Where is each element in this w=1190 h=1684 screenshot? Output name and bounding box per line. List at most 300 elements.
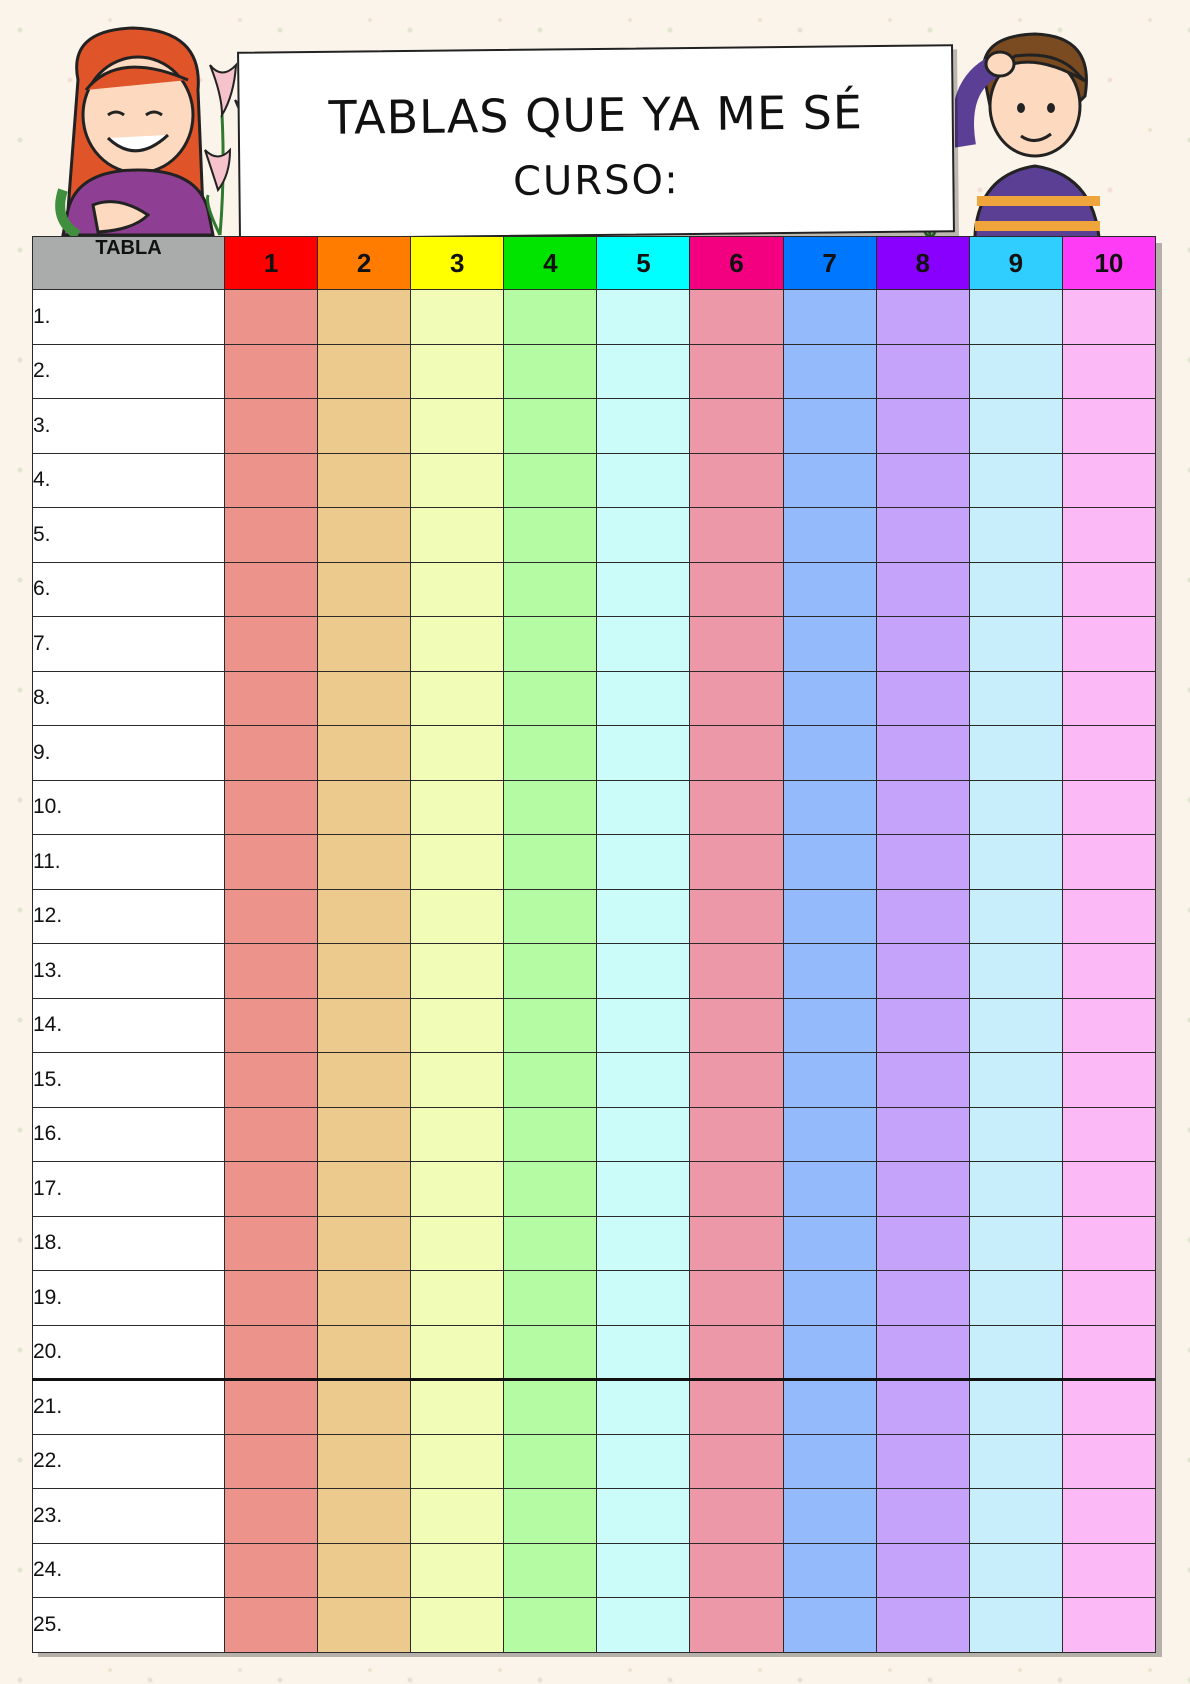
column-header-1: 1 xyxy=(225,237,318,290)
checkbox-cell[interactable] xyxy=(411,1053,504,1108)
checkbox-cell[interactable] xyxy=(969,1216,1062,1271)
checkbox-cell[interactable] xyxy=(411,562,504,617)
checkbox-cell[interactable] xyxy=(1062,1543,1155,1598)
table-row xyxy=(33,780,1156,835)
checkbox-cell[interactable] xyxy=(876,1216,969,1271)
checkbox-cell[interactable] xyxy=(411,1271,504,1326)
checkbox-cell[interactable] xyxy=(225,1271,318,1326)
checkbox-cell[interactable] xyxy=(690,1380,783,1435)
checkbox-cell[interactable] xyxy=(411,1434,504,1489)
checkbox-cell[interactable] xyxy=(318,1107,411,1162)
checkbox-cell[interactable] xyxy=(318,835,411,890)
checkbox-cell[interactable] xyxy=(318,1162,411,1217)
checkbox-cell[interactable] xyxy=(969,453,1062,508)
checkbox-cell[interactable] xyxy=(318,889,411,944)
page-title: TABLAS QUE YA ME SÉ xyxy=(328,85,864,145)
checkbox-cell[interactable] xyxy=(969,508,1062,563)
checkbox-cell[interactable] xyxy=(690,780,783,835)
checkbox-cell[interactable] xyxy=(783,1489,876,1544)
checkbox-cell[interactable] xyxy=(876,290,969,345)
checkbox-cell[interactable] xyxy=(504,1216,597,1271)
checkbox-cell[interactable] xyxy=(411,835,504,890)
checkbox-cell[interactable] xyxy=(225,671,318,726)
checkbox-cell[interactable] xyxy=(411,780,504,835)
checkbox-cell[interactable] xyxy=(876,399,969,454)
checkbox-cell[interactable] xyxy=(783,453,876,508)
checkbox-cell[interactable] xyxy=(411,1325,504,1380)
checkbox-cell[interactable] xyxy=(504,835,597,890)
checkbox-cell[interactable] xyxy=(225,726,318,781)
checkbox-cell[interactable] xyxy=(597,1543,690,1598)
row-label[interactable]: 10. xyxy=(33,780,225,835)
checkbox-cell[interactable] xyxy=(1062,1325,1155,1380)
checkbox-cell[interactable] xyxy=(411,399,504,454)
checkbox-cell[interactable] xyxy=(318,726,411,781)
checkbox-cell[interactable] xyxy=(225,1598,318,1653)
checkbox-cell[interactable] xyxy=(318,1598,411,1653)
checkbox-cell[interactable] xyxy=(876,1434,969,1489)
checkbox-cell[interactable] xyxy=(504,998,597,1053)
checkbox-cell[interactable] xyxy=(504,290,597,345)
checkbox-cell[interactable] xyxy=(783,1053,876,1108)
checkbox-cell[interactable] xyxy=(1062,1598,1155,1653)
checkbox-cell[interactable] xyxy=(690,1489,783,1544)
checkbox-cell[interactable] xyxy=(783,1434,876,1489)
checkbox-cell[interactable] xyxy=(690,944,783,999)
checkbox-cell[interactable] xyxy=(969,780,1062,835)
checkbox-cell[interactable] xyxy=(1062,617,1155,672)
table-row xyxy=(33,1162,1156,1217)
checkbox-cell[interactable] xyxy=(597,726,690,781)
checkbox-cell[interactable] xyxy=(690,344,783,399)
checkbox-cell[interactable] xyxy=(876,617,969,672)
column-header-10: 10 xyxy=(1062,237,1155,290)
checkbox-cell[interactable] xyxy=(690,617,783,672)
checkbox-cell[interactable] xyxy=(225,780,318,835)
checkbox-cell[interactable] xyxy=(225,399,318,454)
checkbox-cell[interactable] xyxy=(504,1598,597,1653)
checkbox-cell[interactable] xyxy=(504,1162,597,1217)
checkbox-cell[interactable] xyxy=(690,1053,783,1108)
checkbox-cell[interactable] xyxy=(597,562,690,617)
checkbox-cell[interactable] xyxy=(969,671,1062,726)
boy-illustration xyxy=(955,26,1105,256)
checkbox-cell[interactable] xyxy=(225,1434,318,1489)
checkbox-cell[interactable] xyxy=(504,1489,597,1544)
checkbox-cell[interactable] xyxy=(783,1162,876,1217)
table-row xyxy=(33,1543,1156,1598)
table-row xyxy=(33,508,1156,563)
checkbox-cell[interactable] xyxy=(318,344,411,399)
checkbox-cell[interactable] xyxy=(318,617,411,672)
checkbox-cell[interactable] xyxy=(876,1543,969,1598)
row-label[interactable]: 24. xyxy=(33,1543,225,1598)
checkbox-cell[interactable] xyxy=(411,453,504,508)
checkbox-cell[interactable] xyxy=(597,1271,690,1326)
checkbox-cell[interactable] xyxy=(225,944,318,999)
checkbox-cell[interactable] xyxy=(504,889,597,944)
checkbox-cell[interactable] xyxy=(783,726,876,781)
checkbox-cell[interactable] xyxy=(969,726,1062,781)
checkbox-cell[interactable] xyxy=(1062,508,1155,563)
checkbox-cell[interactable] xyxy=(969,1107,1062,1162)
checkbox-cell[interactable] xyxy=(783,998,876,1053)
checkbox-cell[interactable] xyxy=(1062,726,1155,781)
checkbox-cell[interactable] xyxy=(876,1162,969,1217)
checkbox-cell[interactable] xyxy=(876,944,969,999)
checkbox-cell[interactable] xyxy=(969,998,1062,1053)
checkbox-cell[interactable] xyxy=(318,1216,411,1271)
checkbox-cell[interactable] xyxy=(1062,1489,1155,1544)
checkbox-cell[interactable] xyxy=(876,1107,969,1162)
checkbox-cell[interactable] xyxy=(876,1325,969,1380)
checkbox-cell[interactable] xyxy=(1062,399,1155,454)
checkbox-cell[interactable] xyxy=(783,290,876,345)
checkbox-cell[interactable] xyxy=(597,399,690,454)
checkbox-cell[interactable] xyxy=(504,399,597,454)
checkbox-cell[interactable] xyxy=(318,944,411,999)
checkbox-cell[interactable] xyxy=(876,508,969,563)
checkbox-cell[interactable] xyxy=(411,344,504,399)
checkbox-cell[interactable] xyxy=(597,1325,690,1380)
checkbox-cell[interactable] xyxy=(969,1598,1062,1653)
checkbox-cell[interactable] xyxy=(969,1053,1062,1108)
grid-body xyxy=(33,290,1156,1653)
checkbox-cell[interactable] xyxy=(318,1271,411,1326)
checkbox-cell[interactable] xyxy=(969,399,1062,454)
checkbox-cell[interactable] xyxy=(690,726,783,781)
checkbox-cell[interactable] xyxy=(1062,1271,1155,1326)
checkbox-cell[interactable] xyxy=(969,1543,1062,1598)
row-label[interactable]: 11. xyxy=(33,835,225,890)
checkbox-cell[interactable] xyxy=(318,508,411,563)
checkbox-cell[interactable] xyxy=(411,1216,504,1271)
table-row xyxy=(33,617,1156,672)
checkbox-cell[interactable] xyxy=(783,399,876,454)
checkbox-cell[interactable] xyxy=(876,562,969,617)
checkbox-cell[interactable] xyxy=(876,1271,969,1326)
checkbox-cell[interactable] xyxy=(876,1380,969,1435)
checkbox-cell[interactable] xyxy=(690,399,783,454)
checkbox-cell[interactable] xyxy=(597,344,690,399)
checkbox-cell[interactable] xyxy=(411,1543,504,1598)
checkbox-cell[interactable] xyxy=(225,562,318,617)
table-row xyxy=(33,998,1156,1053)
checkbox-cell[interactable] xyxy=(969,835,1062,890)
checkbox-cell[interactable] xyxy=(597,1162,690,1217)
checkbox-cell[interactable] xyxy=(690,1216,783,1271)
checkbox-cell[interactable] xyxy=(504,1380,597,1435)
row-label[interactable]: 8. xyxy=(33,671,225,726)
checkbox-cell[interactable] xyxy=(969,290,1062,345)
checkbox-cell[interactable] xyxy=(225,1543,318,1598)
checkbox-cell[interactable] xyxy=(504,508,597,563)
checkbox-cell[interactable] xyxy=(876,780,969,835)
checkbox-cell[interactable] xyxy=(969,562,1062,617)
checkbox-cell[interactable] xyxy=(1062,1162,1155,1217)
checkbox-cell[interactable] xyxy=(411,726,504,781)
row-label[interactable]: 4. xyxy=(33,453,225,508)
checkbox-cell[interactable] xyxy=(597,1380,690,1435)
checkbox-cell[interactable] xyxy=(1062,344,1155,399)
row-label[interactable]: 19. xyxy=(33,1271,225,1326)
checkbox-cell[interactable] xyxy=(969,1489,1062,1544)
checkbox-cell[interactable] xyxy=(1062,1107,1155,1162)
checkbox-cell[interactable] xyxy=(690,835,783,890)
checkbox-cell[interactable] xyxy=(969,1325,1062,1380)
checkbox-cell[interactable] xyxy=(411,508,504,563)
row-label[interactable]: 9. xyxy=(33,726,225,781)
checkbox-cell[interactable] xyxy=(783,1380,876,1435)
checkbox-cell[interactable] xyxy=(690,671,783,726)
checkbox-cell[interactable] xyxy=(597,944,690,999)
checkbox-cell[interactable] xyxy=(876,835,969,890)
checkbox-cell[interactable] xyxy=(690,1107,783,1162)
checkbox-cell[interactable] xyxy=(318,998,411,1053)
checkbox-cell[interactable] xyxy=(597,290,690,345)
table-row xyxy=(33,1380,1156,1435)
checkbox-cell[interactable] xyxy=(690,453,783,508)
checkbox-cell[interactable] xyxy=(318,1489,411,1544)
checkbox-cell[interactable] xyxy=(504,1543,597,1598)
checkbox-cell[interactable] xyxy=(597,508,690,563)
checkbox-cell[interactable] xyxy=(969,1271,1062,1326)
checkbox-cell[interactable] xyxy=(225,508,318,563)
checkbox-cell[interactable] xyxy=(1062,944,1155,999)
checkbox-cell[interactable] xyxy=(225,835,318,890)
column-header-9: 9 xyxy=(969,237,1062,290)
checkbox-cell[interactable] xyxy=(690,1543,783,1598)
checkbox-cell[interactable] xyxy=(876,1053,969,1108)
checkbox-cell[interactable] xyxy=(876,1598,969,1653)
table-row xyxy=(33,726,1156,781)
course-label: CURSO: xyxy=(512,157,680,205)
checkbox-cell[interactable] xyxy=(225,617,318,672)
checkbox-cell[interactable] xyxy=(504,453,597,508)
checkbox-cell[interactable] xyxy=(504,1107,597,1162)
checkbox-cell[interactable] xyxy=(1062,889,1155,944)
checkbox-cell[interactable] xyxy=(225,1325,318,1380)
checkbox-cell[interactable] xyxy=(876,889,969,944)
checkbox-cell[interactable] xyxy=(597,780,690,835)
checkbox-cell[interactable] xyxy=(597,671,690,726)
table-row xyxy=(33,290,1156,345)
checkbox-cell[interactable] xyxy=(411,1107,504,1162)
checkbox-cell[interactable] xyxy=(318,562,411,617)
row-label[interactable]: 23. xyxy=(33,1489,225,1544)
checkbox-cell[interactable] xyxy=(318,671,411,726)
row-label[interactable]: 1. xyxy=(33,290,225,345)
checkbox-cell[interactable] xyxy=(411,1598,504,1653)
checkbox-cell[interactable] xyxy=(690,508,783,563)
row-label[interactable]: 5. xyxy=(33,508,225,563)
checkbox-cell[interactable] xyxy=(504,1325,597,1380)
checkbox-cell[interactable] xyxy=(1062,562,1155,617)
checkbox-cell[interactable] xyxy=(318,453,411,508)
checkbox-cell[interactable] xyxy=(597,1598,690,1653)
checkbox-cell[interactable] xyxy=(969,944,1062,999)
checkbox-cell[interactable] xyxy=(504,617,597,672)
checkbox-cell[interactable] xyxy=(690,562,783,617)
checkbox-cell[interactable] xyxy=(318,1543,411,1598)
checkbox-cell[interactable] xyxy=(690,290,783,345)
checkbox-cell[interactable] xyxy=(876,671,969,726)
checkbox-cell[interactable] xyxy=(783,889,876,944)
checkbox-cell[interactable] xyxy=(225,344,318,399)
checkbox-cell[interactable] xyxy=(597,889,690,944)
checkbox-cell[interactable] xyxy=(504,780,597,835)
row-label[interactable]: 16. xyxy=(33,1107,225,1162)
checkbox-cell[interactable] xyxy=(597,1489,690,1544)
checkbox-cell[interactable] xyxy=(597,835,690,890)
checkbox-cell[interactable] xyxy=(318,1434,411,1489)
checkbox-cell[interactable] xyxy=(876,453,969,508)
checkbox-cell[interactable] xyxy=(225,1216,318,1271)
checkbox-cell[interactable] xyxy=(597,617,690,672)
checkbox-cell[interactable] xyxy=(969,1434,1062,1489)
row-label[interactable]: 13. xyxy=(33,944,225,999)
checkbox-cell[interactable] xyxy=(783,835,876,890)
checkbox-cell[interactable] xyxy=(225,1107,318,1162)
row-label[interactable]: 3. xyxy=(33,399,225,454)
row-label[interactable]: 20. xyxy=(33,1325,225,1380)
checkbox-cell[interactable] xyxy=(504,1053,597,1108)
checkbox-cell[interactable] xyxy=(1062,780,1155,835)
checkbox-cell[interactable] xyxy=(597,1053,690,1108)
checkbox-cell[interactable] xyxy=(225,1053,318,1108)
row-label[interactable]: 18. xyxy=(33,1216,225,1271)
checkbox-cell[interactable] xyxy=(783,617,876,672)
row-label[interactable]: 17. xyxy=(33,1162,225,1217)
checkbox-cell[interactable] xyxy=(225,1489,318,1544)
checkbox-cell[interactable] xyxy=(969,889,1062,944)
row-label[interactable]: 15. xyxy=(33,1053,225,1108)
checkbox-cell[interactable] xyxy=(1062,1216,1155,1271)
checkbox-cell[interactable] xyxy=(876,1489,969,1544)
table-row xyxy=(33,399,1156,454)
checkbox-cell[interactable] xyxy=(318,290,411,345)
checkbox-cell[interactable] xyxy=(690,889,783,944)
checkbox-cell[interactable] xyxy=(690,1598,783,1653)
checkbox-cell[interactable] xyxy=(876,998,969,1053)
checkbox-cell[interactable] xyxy=(969,617,1062,672)
checkbox-cell[interactable] xyxy=(1062,290,1155,345)
checkbox-cell[interactable] xyxy=(504,671,597,726)
checkbox-cell[interactable] xyxy=(783,671,876,726)
row-label[interactable]: 2. xyxy=(33,344,225,399)
checkbox-cell[interactable] xyxy=(411,944,504,999)
table-row xyxy=(33,1598,1156,1653)
checkbox-cell[interactable] xyxy=(318,1053,411,1108)
row-label[interactable]: 7. xyxy=(33,617,225,672)
row-label[interactable]: 22. xyxy=(33,1434,225,1489)
checkbox-cell[interactable] xyxy=(504,726,597,781)
checkbox-cell[interactable] xyxy=(1062,998,1155,1053)
row-label[interactable]: 6. xyxy=(33,562,225,617)
checkbox-cell[interactable] xyxy=(690,1325,783,1380)
checkbox-cell[interactable] xyxy=(969,1380,1062,1435)
row-label[interactable]: 12. xyxy=(33,889,225,944)
checkbox-cell[interactable] xyxy=(225,998,318,1053)
checkbox-cell[interactable] xyxy=(1062,1053,1155,1108)
checkbox-cell[interactable] xyxy=(783,1107,876,1162)
checkbox-cell[interactable] xyxy=(597,1107,690,1162)
checkbox-cell[interactable] xyxy=(225,1162,318,1217)
checkbox-cell[interactable] xyxy=(690,1271,783,1326)
checkbox-cell[interactable] xyxy=(318,399,411,454)
row-label[interactable]: 14. xyxy=(33,998,225,1053)
checkbox-cell[interactable] xyxy=(783,344,876,399)
table-row xyxy=(33,453,1156,508)
row-label[interactable]: 25. xyxy=(33,1598,225,1653)
checkbox-cell[interactable] xyxy=(411,889,504,944)
checkbox-cell[interactable] xyxy=(225,453,318,508)
checkbox-cell[interactable] xyxy=(690,1434,783,1489)
checkbox-cell[interactable] xyxy=(783,562,876,617)
checkbox-cell[interactable] xyxy=(1062,453,1155,508)
table-row xyxy=(33,1489,1156,1544)
checkbox-cell[interactable] xyxy=(411,290,504,345)
checkbox-cell[interactable] xyxy=(1062,671,1155,726)
checkbox-cell[interactable] xyxy=(876,726,969,781)
checkbox-cell[interactable] xyxy=(318,780,411,835)
checkbox-cell[interactable] xyxy=(318,1325,411,1380)
checkbox-cell[interactable] xyxy=(783,508,876,563)
checkbox-cell[interactable] xyxy=(597,1434,690,1489)
checkbox-cell[interactable] xyxy=(411,671,504,726)
checkbox-cell[interactable] xyxy=(504,1434,597,1489)
checkbox-cell[interactable] xyxy=(504,1271,597,1326)
checkbox-cell[interactable] xyxy=(597,453,690,508)
table-row xyxy=(33,562,1156,617)
checkbox-cell[interactable] xyxy=(504,562,597,617)
checkbox-cell[interactable] xyxy=(411,1489,504,1544)
checkbox-cell[interactable] xyxy=(225,290,318,345)
table-row xyxy=(33,1271,1156,1326)
checkbox-cell[interactable] xyxy=(783,944,876,999)
checkbox-cell[interactable] xyxy=(690,1162,783,1217)
checkbox-cell[interactable] xyxy=(1062,1380,1155,1435)
checkbox-cell[interactable] xyxy=(225,889,318,944)
checkbox-cell[interactable] xyxy=(783,1216,876,1271)
checkbox-cell[interactable] xyxy=(597,998,690,1053)
row-label[interactable]: 21. xyxy=(33,1380,225,1435)
checkbox-cell[interactable] xyxy=(411,617,504,672)
tabla-header: TABLA xyxy=(33,237,225,290)
checkbox-cell[interactable] xyxy=(969,344,1062,399)
checkbox-cell[interactable] xyxy=(783,1598,876,1653)
checkbox-cell[interactable] xyxy=(597,1216,690,1271)
table-row xyxy=(33,835,1156,890)
checkbox-cell[interactable] xyxy=(504,944,597,999)
checkbox-cell[interactable] xyxy=(225,1380,318,1435)
checkbox-cell[interactable] xyxy=(690,998,783,1053)
checkbox-cell[interactable] xyxy=(1062,1434,1155,1489)
checkbox-cell[interactable] xyxy=(876,344,969,399)
checkbox-cell[interactable] xyxy=(1062,835,1155,890)
checkbox-cell[interactable] xyxy=(969,1162,1062,1217)
checkbox-cell[interactable] xyxy=(411,1380,504,1435)
checkbox-cell[interactable] xyxy=(783,1325,876,1380)
checkbox-cell[interactable] xyxy=(411,1162,504,1217)
column-header-8: 8 xyxy=(876,237,969,290)
checkbox-cell[interactable] xyxy=(504,344,597,399)
checkbox-cell[interactable] xyxy=(783,1543,876,1598)
checkbox-cell[interactable] xyxy=(783,780,876,835)
checkbox-cell[interactable] xyxy=(783,1271,876,1326)
checkbox-cell[interactable] xyxy=(411,998,504,1053)
checkbox-cell[interactable] xyxy=(318,1380,411,1435)
